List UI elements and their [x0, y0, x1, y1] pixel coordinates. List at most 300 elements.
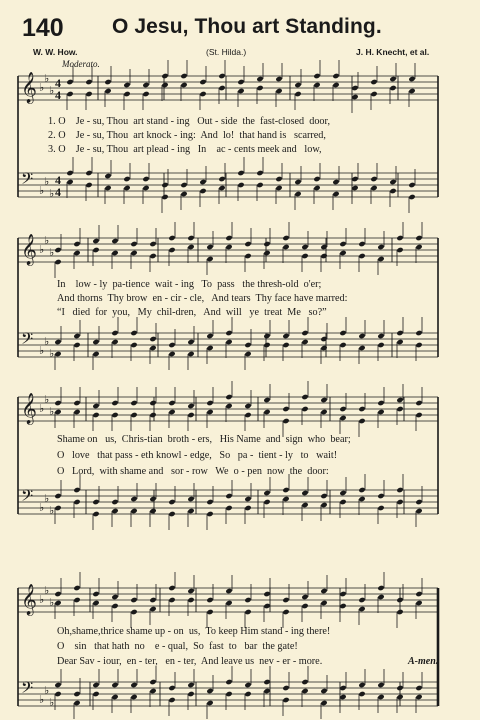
notehead — [73, 700, 80, 706]
flat-sign: ♭ — [49, 347, 55, 360]
notehead — [377, 694, 384, 700]
notehead — [282, 235, 289, 241]
notehead — [282, 342, 289, 348]
notehead — [54, 400, 61, 406]
notehead — [92, 351, 99, 357]
notehead — [358, 241, 365, 247]
notehead — [180, 73, 187, 79]
notehead — [358, 253, 365, 259]
notehead — [187, 351, 194, 357]
notehead — [111, 594, 118, 600]
notehead — [199, 179, 206, 185]
notehead — [149, 496, 156, 502]
flat-sign: ♭ — [39, 243, 45, 256]
notehead — [85, 182, 92, 188]
tempo-marking: Moderato. — [62, 59, 100, 69]
notehead — [358, 597, 365, 603]
notehead — [187, 691, 194, 697]
notehead — [396, 685, 403, 691]
treble-clef: 𝄞 — [21, 234, 37, 265]
notehead — [225, 394, 232, 400]
notehead — [415, 600, 422, 606]
notehead — [377, 585, 384, 591]
notehead — [256, 85, 263, 91]
notehead — [244, 241, 251, 247]
notehead — [54, 691, 61, 697]
notehead — [244, 412, 251, 418]
notehead — [282, 597, 289, 603]
notehead — [73, 400, 80, 406]
lyric-line: Dear Sav - iour, en - ter, en - ter, And leave us nev - er - more. — [57, 656, 323, 667]
notehead — [263, 241, 270, 247]
notehead — [187, 339, 194, 345]
notehead — [130, 496, 137, 502]
notehead — [206, 609, 213, 615]
notehead — [168, 597, 175, 603]
flat-sign: ♭ — [44, 393, 50, 406]
notehead — [275, 185, 282, 191]
notehead — [187, 508, 194, 514]
notehead — [294, 179, 301, 185]
notehead — [358, 682, 365, 688]
notehead — [168, 400, 175, 406]
notehead — [187, 496, 194, 502]
flat-sign: ♭ — [44, 234, 50, 247]
notehead — [66, 170, 73, 176]
notehead — [377, 333, 384, 339]
flat-sign: ♭ — [49, 246, 55, 259]
notehead — [85, 91, 92, 97]
notehead — [320, 253, 327, 259]
notehead — [206, 345, 213, 351]
notehead — [377, 493, 384, 499]
lyric-line: “I died for you, My chil-dren, And will ye treat Me so?” — [57, 307, 327, 318]
notehead — [332, 179, 339, 185]
notehead — [396, 694, 403, 700]
flat-sign: ♭ — [49, 596, 55, 609]
notehead — [415, 342, 422, 348]
notehead — [168, 409, 175, 415]
notehead — [237, 88, 244, 94]
notehead — [187, 244, 194, 250]
notehead — [339, 415, 346, 421]
notehead — [142, 91, 149, 97]
notehead — [263, 409, 270, 415]
notehead — [206, 511, 213, 517]
notehead — [73, 691, 80, 697]
lyric-line: In low - ly pa-tience wait - ing To pass the thresh-old o'er; — [57, 279, 322, 290]
notehead — [111, 250, 118, 256]
notehead — [130, 400, 137, 406]
notehead — [320, 600, 327, 606]
lyric-line: Oh,shame,thrice shame up - on us, To keep Him stand - ing there! — [57, 626, 331, 637]
flat-sign: ♭ — [49, 405, 55, 418]
notehead — [332, 82, 339, 88]
notehead — [111, 694, 118, 700]
flat-sign: ♭ — [39, 501, 45, 514]
notehead — [389, 188, 396, 194]
notehead — [149, 412, 156, 418]
notehead — [123, 91, 130, 97]
author: W. W. How. — [33, 47, 78, 57]
notehead — [142, 82, 149, 88]
flat-sign: ♭ — [49, 504, 55, 517]
notehead — [320, 588, 327, 594]
notehead — [130, 694, 137, 700]
lyric-line: O Lord, with shame and sor - row We o - pen now the door: — [57, 466, 329, 477]
notehead — [377, 342, 384, 348]
notehead — [256, 182, 263, 188]
notehead — [237, 170, 244, 176]
notehead — [54, 247, 61, 253]
flat-sign: ♭ — [39, 344, 45, 357]
notehead — [339, 330, 346, 336]
notehead — [313, 73, 320, 79]
flat-sign: ♭ — [39, 593, 45, 606]
notehead — [282, 487, 289, 493]
notehead — [301, 330, 308, 336]
time-signature-top: 4 — [55, 76, 61, 90]
notehead — [244, 403, 251, 409]
notehead — [130, 342, 137, 348]
notehead — [168, 247, 175, 253]
notehead — [161, 182, 168, 188]
notehead — [244, 691, 251, 697]
flat-sign: ♭ — [39, 81, 45, 94]
notehead — [54, 591, 61, 597]
notehead — [263, 250, 270, 256]
flat-sign: ♭ — [49, 187, 55, 200]
lyric-line: Shame on us, Chris-tian broth - ers, His Name and sign who bear; — [57, 434, 351, 445]
notehead — [358, 345, 365, 351]
notehead — [263, 342, 270, 348]
notehead — [282, 685, 289, 691]
notehead — [149, 606, 156, 612]
notehead — [313, 185, 320, 191]
flat-sign: ♭ — [39, 402, 45, 415]
notehead — [301, 253, 308, 259]
notehead — [168, 685, 175, 691]
notehead — [225, 493, 232, 499]
notehead — [168, 235, 175, 241]
notehead — [415, 244, 422, 250]
notehead — [104, 88, 111, 94]
notehead — [263, 490, 270, 496]
notehead — [123, 176, 130, 182]
notehead — [54, 351, 61, 357]
notehead — [396, 339, 403, 345]
notehead — [294, 82, 301, 88]
notehead — [104, 79, 111, 85]
notehead — [358, 406, 365, 412]
notehead — [225, 505, 232, 511]
notehead — [73, 597, 80, 603]
notehead — [370, 91, 377, 97]
notehead — [92, 412, 99, 418]
notehead — [142, 176, 149, 182]
notehead — [225, 588, 232, 594]
notehead — [92, 682, 99, 688]
notehead — [225, 403, 232, 409]
notehead — [320, 244, 327, 250]
notehead — [73, 409, 80, 415]
notehead — [313, 82, 320, 88]
notehead — [282, 333, 289, 339]
notehead — [92, 339, 99, 345]
notehead — [111, 400, 118, 406]
notehead — [282, 244, 289, 250]
treble-clef: 𝄞 — [21, 72, 37, 103]
lyric-line: O love that pass - eth knowl - edge, So pa - tient - ly to wait! — [57, 450, 338, 461]
notehead — [358, 487, 365, 493]
notehead — [149, 597, 156, 603]
notehead — [92, 511, 99, 517]
notehead — [218, 185, 225, 191]
notehead — [301, 490, 308, 496]
notehead — [149, 508, 156, 514]
notehead — [339, 342, 346, 348]
notehead — [415, 412, 422, 418]
notehead — [237, 182, 244, 188]
notehead — [415, 235, 422, 241]
notehead — [206, 499, 213, 505]
notehead — [130, 330, 137, 336]
notehead — [149, 336, 156, 342]
lyric-line: O sin that hath no e - qual, So fast to bar the gate! — [57, 641, 298, 652]
notehead — [320, 700, 327, 706]
notehead — [415, 400, 422, 406]
notehead — [244, 609, 251, 615]
notehead — [320, 336, 327, 342]
notehead — [168, 351, 175, 357]
notehead — [187, 412, 194, 418]
notehead — [301, 502, 308, 508]
notehead — [377, 682, 384, 688]
notehead — [396, 235, 403, 241]
flat-sign: ♭ — [44, 492, 50, 505]
notehead — [161, 82, 168, 88]
notehead — [161, 73, 168, 79]
notehead — [282, 697, 289, 703]
notehead — [111, 682, 118, 688]
notehead — [339, 490, 346, 496]
notehead — [377, 594, 384, 600]
notehead — [396, 487, 403, 493]
flat-sign: ♭ — [44, 175, 50, 188]
notehead — [263, 397, 270, 403]
notehead — [408, 194, 415, 200]
notehead — [92, 691, 99, 697]
notehead — [332, 73, 339, 79]
flat-sign: ♭ — [49, 84, 55, 97]
bass-clef: 𝄢 — [21, 679, 34, 701]
notehead — [66, 91, 73, 97]
notehead — [92, 238, 99, 244]
treble-clef: 𝄞 — [21, 584, 37, 615]
notehead — [149, 253, 156, 259]
notehead — [54, 339, 61, 345]
notehead — [225, 691, 232, 697]
hymn-number: 140 — [22, 14, 64, 42]
notehead — [206, 597, 213, 603]
notehead — [218, 73, 225, 79]
notehead — [415, 591, 422, 597]
notehead — [301, 406, 308, 412]
notehead — [225, 235, 232, 241]
notehead — [415, 694, 422, 700]
notehead — [301, 244, 308, 250]
amen-text: A-men. — [408, 656, 439, 667]
notehead — [244, 253, 251, 259]
notehead — [168, 585, 175, 591]
notehead — [320, 688, 327, 694]
notehead — [73, 241, 80, 247]
notehead — [282, 418, 289, 424]
treble-clef: 𝄞 — [21, 393, 37, 424]
notehead — [168, 499, 175, 505]
notehead — [123, 82, 130, 88]
notehead — [66, 179, 73, 185]
notehead — [339, 241, 346, 247]
notehead — [180, 191, 187, 197]
notehead — [111, 499, 118, 505]
notehead — [218, 176, 225, 182]
tune-name: (St. Hilda.) — [206, 47, 247, 57]
notehead — [218, 85, 225, 91]
notehead — [370, 79, 377, 85]
notehead — [244, 597, 251, 603]
notehead — [244, 351, 251, 357]
notehead — [377, 505, 384, 511]
notehead — [92, 591, 99, 597]
flat-sign: ♭ — [44, 335, 50, 348]
time-signature-bottom: 4 — [55, 88, 61, 102]
notehead — [54, 493, 61, 499]
notehead — [370, 176, 377, 182]
notehead — [149, 345, 156, 351]
notehead — [294, 191, 301, 197]
time-signature-top: 4 — [55, 173, 61, 187]
notehead — [161, 194, 168, 200]
notehead — [206, 256, 213, 262]
notehead — [149, 400, 156, 406]
flat-sign: ♭ — [44, 584, 50, 597]
notehead — [199, 188, 206, 194]
notehead — [377, 256, 384, 262]
notehead — [206, 409, 213, 415]
notehead — [244, 505, 251, 511]
notehead — [396, 330, 403, 336]
notehead — [168, 511, 175, 517]
notehead — [313, 176, 320, 182]
composer: J. H. Knecht, et al. — [356, 47, 430, 57]
notehead — [408, 76, 415, 82]
notehead — [111, 603, 118, 609]
lyric-line: 3. O Je - su, Thou art plead - ing In ac - cents meek and low, — [48, 144, 322, 155]
notehead — [256, 76, 263, 82]
notehead — [180, 82, 187, 88]
notehead — [92, 600, 99, 606]
notehead — [206, 333, 213, 339]
notehead — [263, 333, 270, 339]
notehead — [206, 688, 213, 694]
notehead — [396, 406, 403, 412]
notehead — [66, 79, 73, 85]
notehead — [225, 339, 232, 345]
notehead — [415, 499, 422, 505]
notehead — [389, 76, 396, 82]
flat-sign: ♭ — [39, 184, 45, 197]
notehead — [396, 397, 403, 403]
notehead — [396, 597, 403, 603]
notehead — [301, 688, 308, 694]
notehead — [85, 79, 92, 85]
notehead — [244, 496, 251, 502]
notehead — [187, 235, 194, 241]
notehead — [377, 400, 384, 406]
notehead — [54, 600, 61, 606]
notehead — [377, 244, 384, 250]
flat-sign: ♭ — [44, 72, 50, 85]
notehead — [377, 409, 384, 415]
notehead — [408, 88, 415, 94]
notehead — [358, 691, 365, 697]
notehead — [187, 597, 194, 603]
notehead — [73, 585, 80, 591]
notehead — [225, 600, 232, 606]
notehead — [370, 185, 377, 191]
notehead — [187, 682, 194, 688]
notehead — [92, 499, 99, 505]
notehead — [130, 412, 137, 418]
notehead — [415, 508, 422, 514]
notehead — [225, 330, 232, 336]
notehead — [111, 508, 118, 514]
bass-clef: 𝄢 — [21, 170, 34, 192]
notehead — [396, 609, 403, 615]
notehead — [282, 496, 289, 502]
notehead — [301, 594, 308, 600]
notehead — [358, 606, 365, 612]
notehead — [168, 697, 175, 703]
notehead — [130, 508, 137, 514]
notehead — [320, 345, 327, 351]
notehead — [149, 679, 156, 685]
notehead — [244, 342, 251, 348]
notehead — [54, 682, 61, 688]
notehead — [225, 679, 232, 685]
notehead — [358, 333, 365, 339]
notehead — [408, 182, 415, 188]
notehead — [339, 499, 346, 505]
notehead — [206, 400, 213, 406]
notehead — [206, 244, 213, 250]
notehead — [320, 493, 327, 499]
notehead — [199, 79, 206, 85]
notehead — [130, 609, 137, 615]
notehead — [92, 403, 99, 409]
notehead — [339, 406, 346, 412]
notehead — [142, 185, 149, 191]
bass-clef: 𝄢 — [21, 487, 34, 509]
notehead — [187, 403, 194, 409]
notehead — [396, 499, 403, 505]
notehead — [358, 418, 365, 424]
notehead — [168, 342, 175, 348]
notehead — [199, 91, 206, 97]
hymn-title: O Jesu, Thou art Standing. — [112, 15, 382, 38]
lyric-line: 1. O Je - su, Thou art stand - ing Out - side the fast-closed door, — [48, 116, 331, 127]
